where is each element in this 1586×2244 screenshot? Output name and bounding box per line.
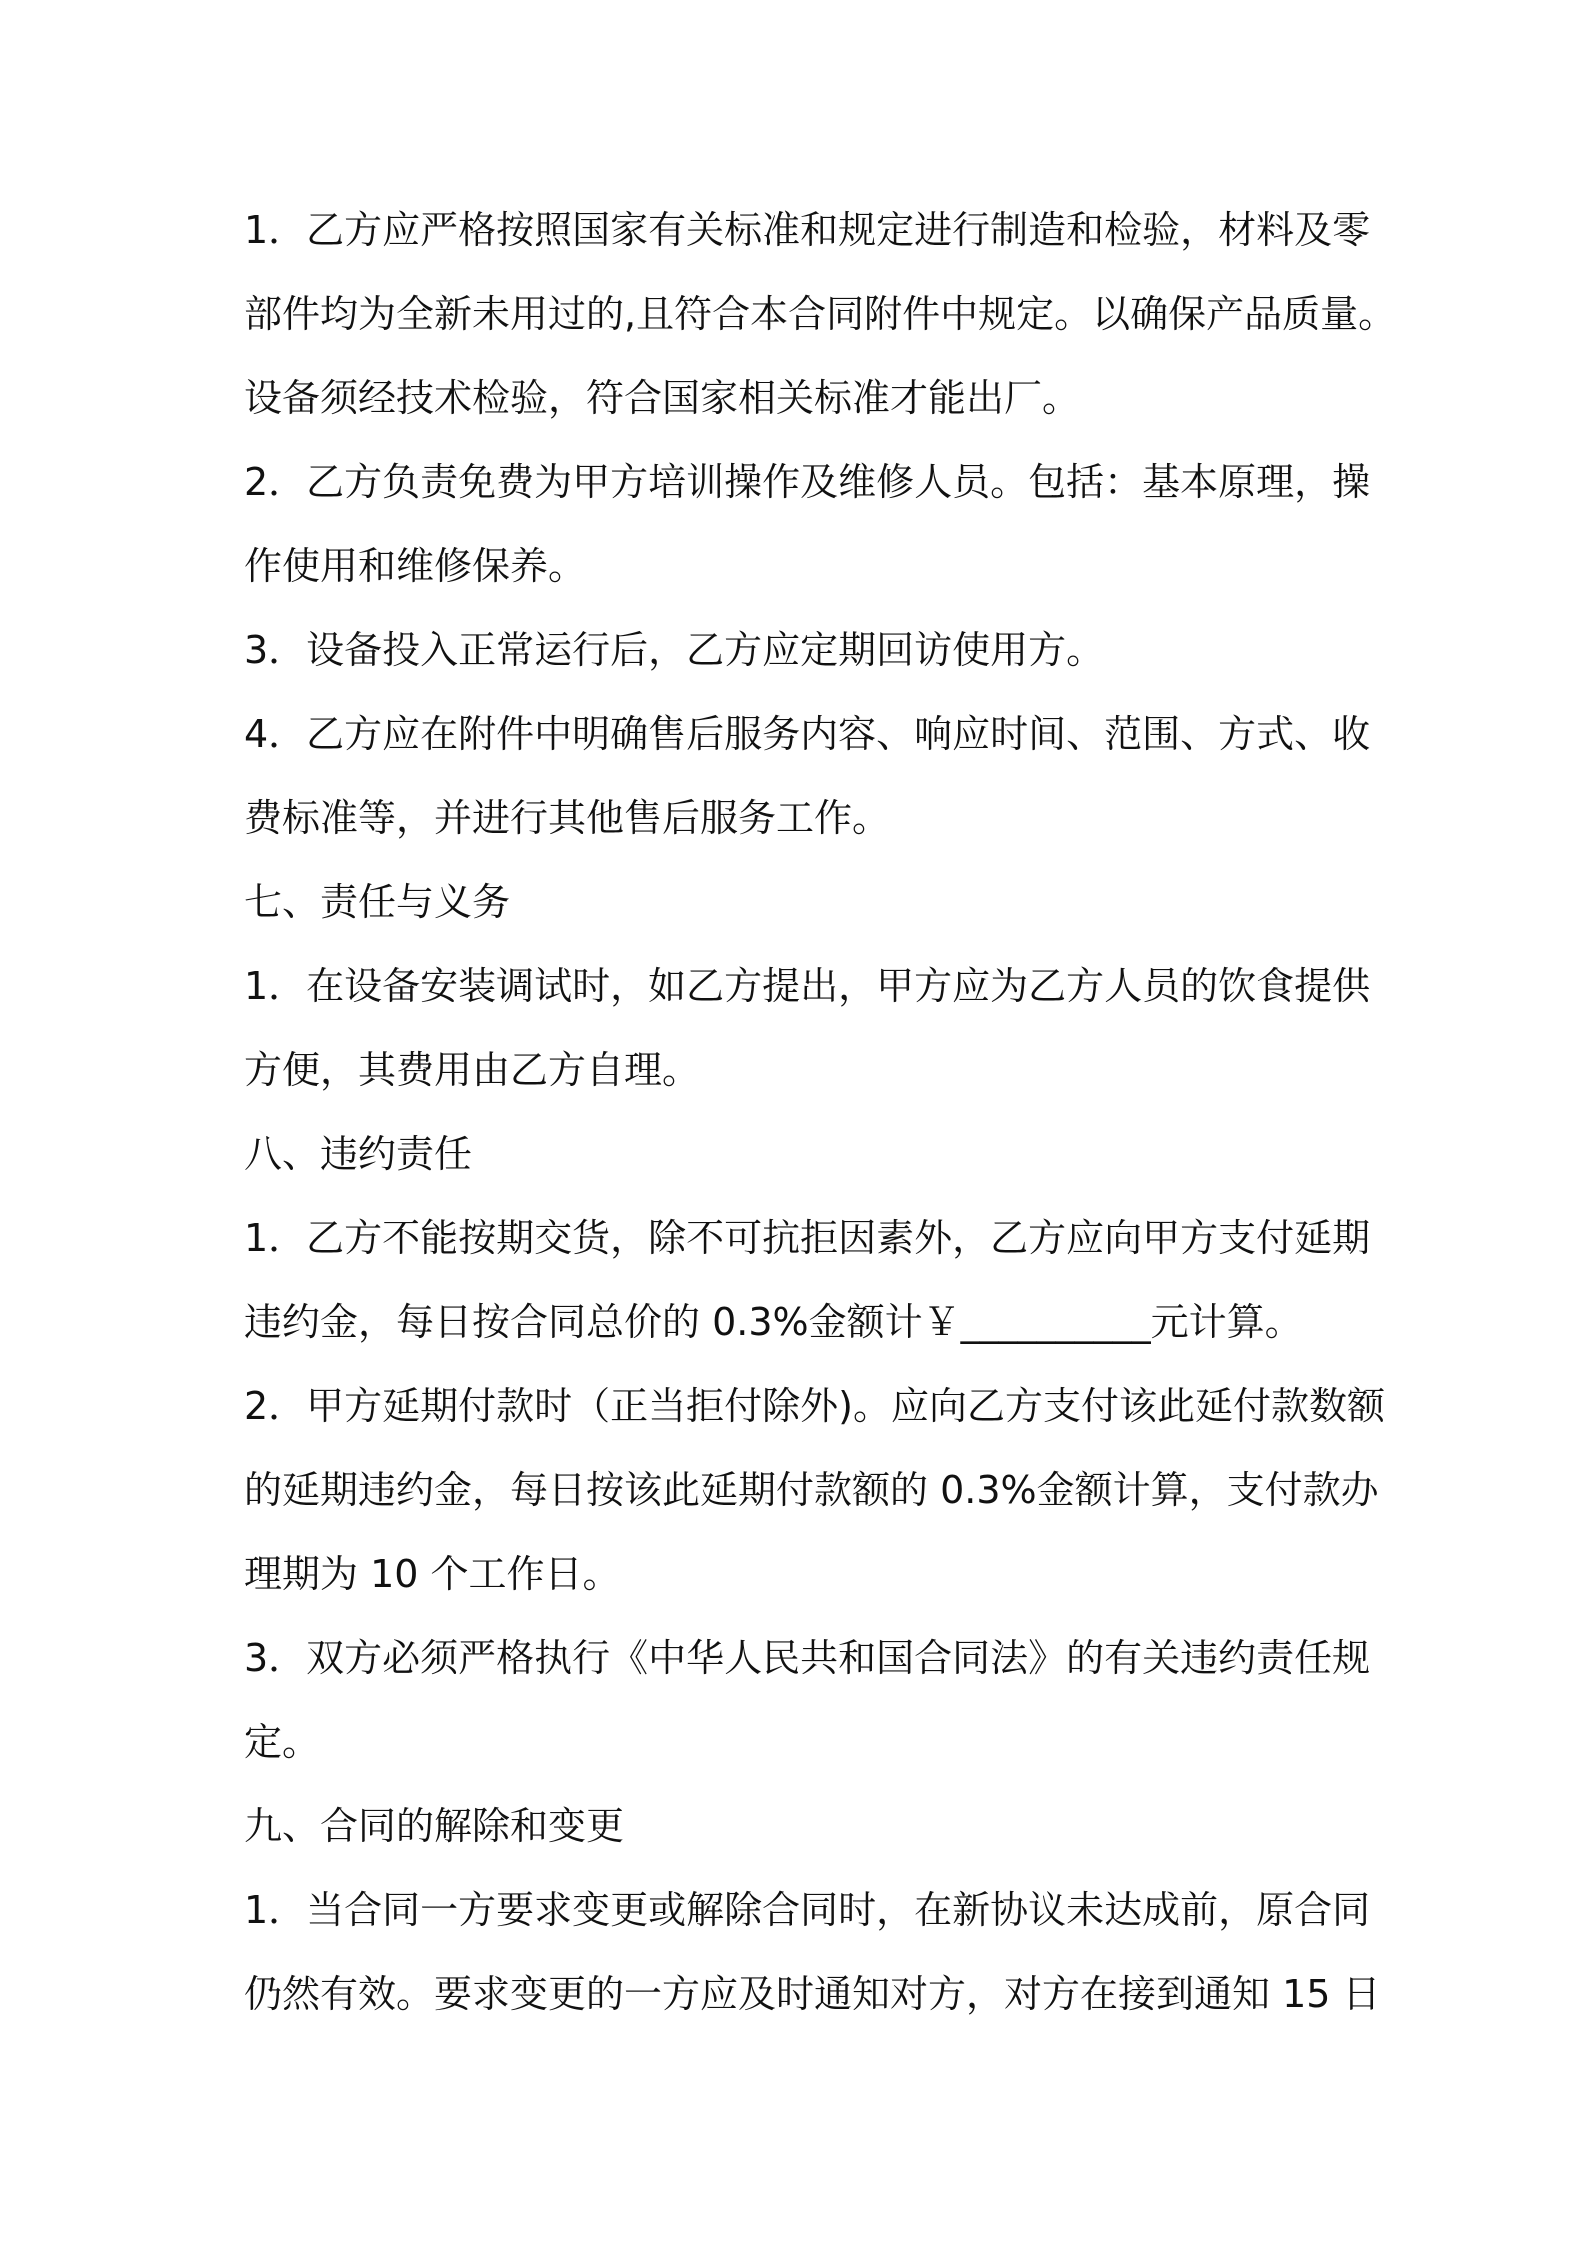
- text-line: 定。: [244, 1720, 321, 1764]
- text-line: 2．甲方延期付款时（正当拒付除外)。应向乙方支付该此延付款数额: [244, 1384, 1386, 1428]
- text-line: 的延期违约金，每日按该此延期付款额的 0.3%金额计算，支付款办: [244, 1468, 1379, 1512]
- text-line: 1．在设备安装调试时，如乙方提出，甲方应为乙方人员的饮食提供: [244, 964, 1371, 1008]
- section-heading: 八、违约责任: [244, 1132, 473, 1176]
- text-line: 3．设备投入正常运行后，乙方应定期回访使用方。: [244, 628, 1105, 672]
- text-line: 理期为 10 个工作日。: [244, 1552, 621, 1596]
- text-line: 设备须经技术检验，符合国家相关标准才能出厂。: [244, 376, 1081, 420]
- text-line: 1．当合同一方要求变更或解除合同时，在新协议未达成前，原合同: [244, 1888, 1371, 1932]
- section-heading: 七、责任与义务: [244, 880, 511, 924]
- text-line: 3．双方必须严格执行《中华人民共和国合同法》的有关违约责任规: [244, 1636, 1371, 1680]
- text-line: 1．乙方不能按期交货，除不可抗拒因素外，乙方应向甲方支付延期: [244, 1216, 1371, 1260]
- text-line: 1．乙方应严格按照国家有关标准和规定进行制造和检验，材料及零: [244, 208, 1371, 252]
- text-line: 费标准等，并进行其他售后服务工作。: [244, 796, 891, 840]
- section-heading: 九、合同的解除和变更: [244, 1804, 625, 1848]
- text-line: 方便，其费用由乙方自理。: [244, 1048, 701, 1092]
- text-line: 2．乙方负责免费为甲方培训操作及维修人员。包括：基本原理，操: [244, 460, 1371, 504]
- text-line: 仍然有效。要求变更的一方应及时通知对方，对方在接到通知 15 日: [244, 1972, 1381, 2016]
- text-line: 部件均为全新未用过的,且符合本合同附件中规定。以确保产品质量。: [244, 292, 1397, 336]
- text-line: 4．乙方应在附件中明确售后服务内容、响应时间、范围、方式、收: [244, 712, 1371, 756]
- text-line: 违约金，每日按合同总价的 0.3%金额计￥__________元计算。: [244, 1300, 1303, 1344]
- text-line: 作使用和维修保养。: [244, 544, 587, 588]
